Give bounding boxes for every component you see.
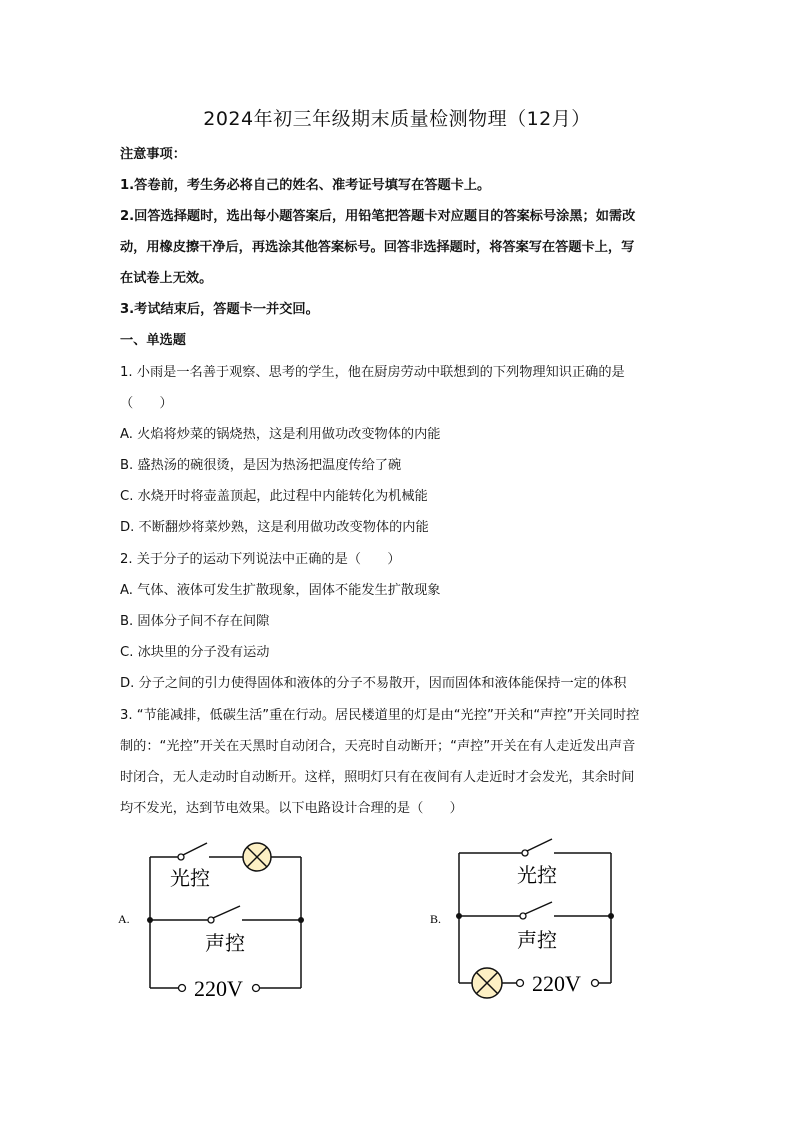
diagram-b-source-label: 220V [532, 971, 581, 996]
q2-option-d: D. 分子之间的引力使得固体和液体的分子不易散开，因而固体和液体能保持一定的体积 [120, 676, 627, 691]
lamp-icon [243, 843, 271, 871]
q2-option-b: B. 固体分子间不存在间隙 [120, 614, 270, 629]
lamp-icon [472, 968, 502, 998]
terminal-icon [517, 980, 524, 987]
terminal-icon [253, 985, 260, 992]
section-heading: 一、单选题 [120, 333, 186, 348]
diagram-a-switch1-label: 光控 [170, 866, 210, 890]
switch-lever-icon [527, 839, 552, 851]
notice-heading: 注意事项： [120, 147, 186, 162]
terminal-icon [592, 980, 599, 987]
q3-stem-1: 3. “节能减排，低碳生活”重在行动。居民楼道里的灯是由“光控”开关和“声控”开关同时控 [120, 708, 640, 723]
terminal-icon [179, 985, 186, 992]
notice-item-1: 1.答卷前，考生务必将自己的姓名、准考证号填写在答题卡上。 [120, 178, 491, 193]
circuit-diagram-a [110, 830, 320, 1010]
q3-stem-4: 均不发光，达到节电效果。以下电路设计合理的是（ ） [120, 801, 463, 816]
exam-title: 2024年初三年级期末质量检测物理（12月） [203, 108, 591, 130]
diagram-a-source-label: 220V [194, 976, 243, 1001]
q1-option-d: D. 不断翻炒将菜炒熟，这是利用做功改变物体的内能 [120, 520, 429, 535]
diagram-a-option-label: A. [118, 912, 130, 926]
q1-option-c: C. 水烧开时将壶盖顶起，此过程中内能转化为机械能 [120, 489, 428, 504]
diagram-a-switch2-label: 声控 [205, 931, 245, 955]
q2-option-a: A. 气体、液体可发生扩散现象，固体不能发生扩散现象 [120, 583, 441, 598]
circuit-diagram-b [420, 830, 640, 1010]
diagram-b-switch2-label: 声控 [517, 928, 557, 952]
notice-item-3: 3.考试结束后，答题卡一并交回。 [120, 302, 319, 317]
diagram-b-switch1-label: 光控 [517, 863, 557, 887]
q2-stem: 2. 关于分子的运动下列说法中正确的是（ ） [120, 552, 401, 567]
q2-option-c: C. 冰块里的分子没有运动 [120, 645, 270, 660]
notice-item-2-end: 在试卷上无效。 [120, 271, 213, 286]
q1-stem-bracket: （ ） [120, 396, 173, 411]
diagram-b-option-label: B. [430, 912, 442, 926]
q1-option-a: A. 火焰将炒菜的锅烧热，这是利用做功改变物体的内能 [120, 427, 441, 442]
notice-item-2: 2.回答选择题时，选出每小题答案后，用铅笔把答题卡对应题目的答案标号涂黑；如需改 [120, 209, 636, 224]
q3-stem-2: 制的：“光控”开关在天黑时自动闭合，天亮时自动断开；“声控”开关在有人走近发出声音 [120, 739, 636, 754]
switch-lever-icon [213, 906, 240, 918]
notice-item-2-cont: 动，用橡皮擦干净后，再选涂其他答案标号。回答非选择题时，将答案写在答题卡上，写 [120, 240, 635, 255]
q1-option-b: B. 盛热汤的碗很烫，是因为热汤把温度传给了碗 [120, 458, 402, 473]
switch-lever-icon [183, 843, 207, 855]
q1-stem: 1. 小雨是一名善于观察、思考的学生，他在厨房劳动中联想到的下列物理知识正确的是 [120, 365, 625, 380]
switch-lever-icon [525, 902, 552, 914]
q3-stem-3: 时闭合，无人走动时自动断开。这样，照明灯只有在夜间有人走近时才会发光，其余时间 [120, 770, 635, 785]
